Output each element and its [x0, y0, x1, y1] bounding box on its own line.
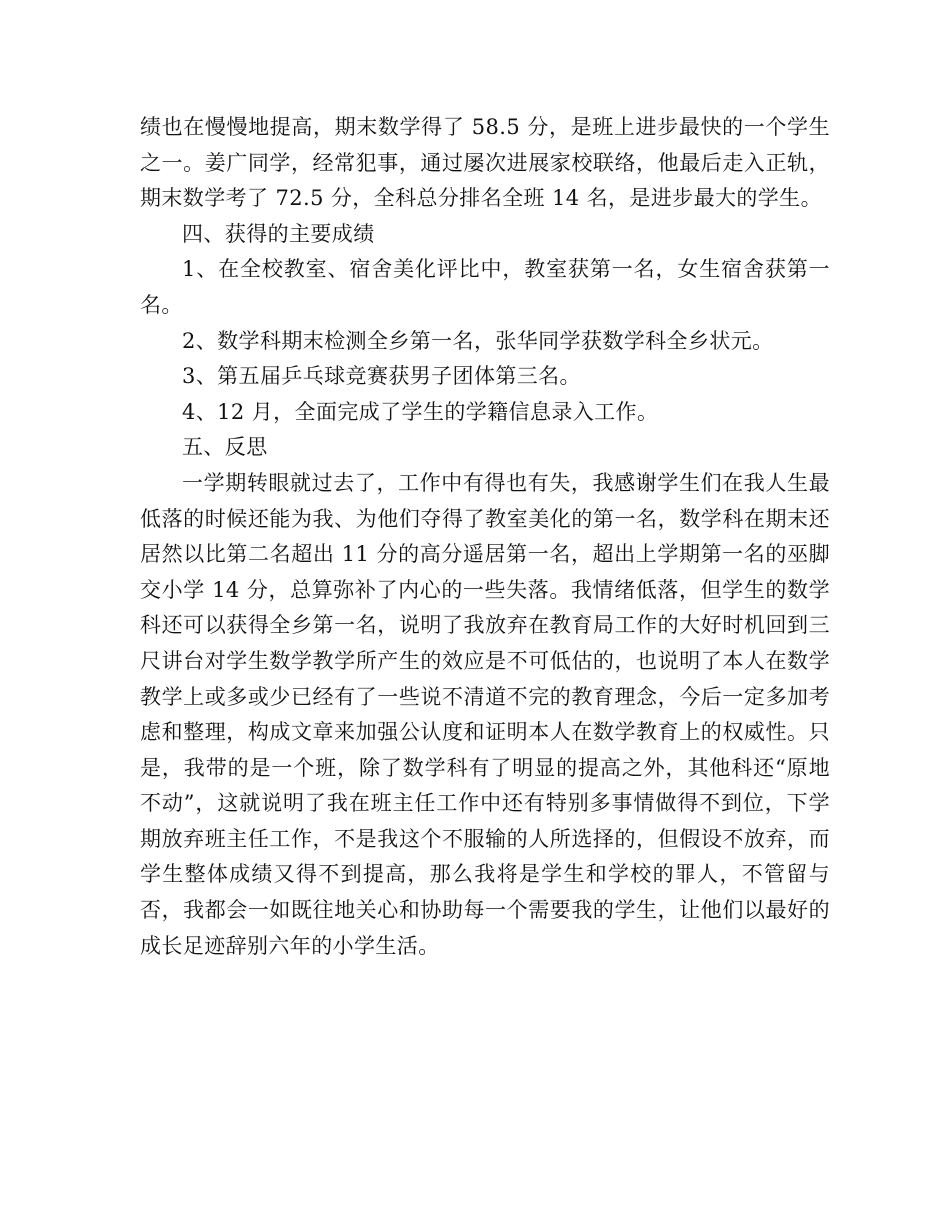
- section-heading-achievements: 四、获得的主要成绩: [182, 221, 375, 246]
- paragraph-continuation: 绩也在慢慢地提高，期末数学得了 58.5 分，是班上进步最快的一个学生之一。姜广同学，经常犯事，通过屡次进展家校联络，他最后走入正轨，期末数学考了 72.5 分，全科总分排名全班 14 名，是进步最大的学生。: [140, 115, 830, 211]
- document-body: [140, 110, 830, 964]
- achievement-item-4: 4、12 月，全面完成了学生的学籍信息录入工作。: [182, 399, 659, 424]
- paragraph-reflection: 一学期转眼就过去了，工作中有得也有失，我感谢学生们在我人生最低落的时候还能为我、为他们夺得了教室美化的第一名，数学科在期末还居然以比第二名超出 11 分的高分遥居第一名，超出上学期第一名的巫脚交小学 14 分，总算弥补了内心的一些失落。我情绪低落，但学生的数学科还可以获得全乡第一名，说明了我放弃在教育局工作的大好时机回到三尺讲台对学生数学教学所产生的效应是不可低估的，也说明了本人在数学教学上或多或少已经有了一些说不清道不完的教育理念，今后一定多加考虑和整理，构成文章来加强公认度和证明本人在数学教育上的权威性。只是，我带的是一个班，除了数学科有了明显的提高之外，其他科还“原地不动”，这就说明了我在班主任工作中还有特别多事情做得不到位，下学期放弃班主任工作，不是我这个不服输的人所选择的，但假设不放弃，而学生整体成绩又得不到提高，那么我将是学生和学校的罪人，不管留与否，我都会一如既往地关心和协助每一个需要我的学生，让他们以最好的成长足迹辞别六年的小学生活。: [140, 470, 830, 958]
- achievement-item-2: 2、数学科期末检测全乡第一名，张华同学获数学科全乡状元。: [182, 328, 774, 353]
- achievement-item-3: 3、第五届乒乓球竞赛获男子团体第三名。: [182, 364, 581, 389]
- section-heading-reflection: 五、反思: [182, 435, 268, 460]
- achievement-item-1: 1、在全校教室、宿舍美化评比中，教室获第一名，女生宿舍获第一名。: [140, 257, 830, 317]
